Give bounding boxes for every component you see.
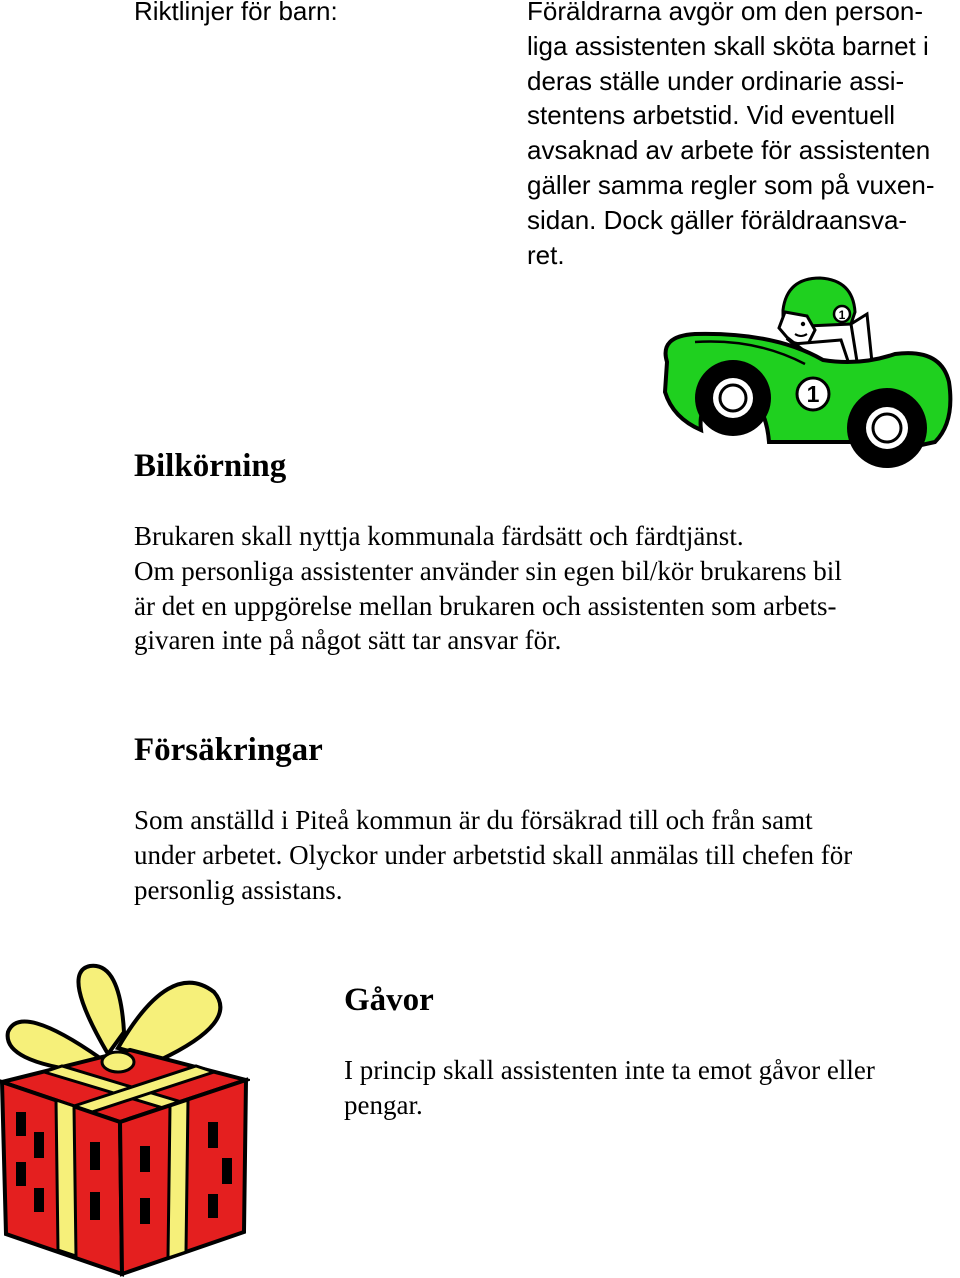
children-guidelines-text [527,0,935,272]
driving-text [134,519,842,658]
children-line-2: liga assistenten skall sköta barnet i [527,30,929,61]
driving-line-4: givaren inte på något sätt tar ansvar för. [134,625,562,656]
gifts-line-1: I princip skall assistenten inte ta emot gåvor eller [344,1055,875,1085]
driving-line-1: Brukaren skall nyttja kommunala färdsätt och färdtjänst. [134,521,744,551]
children-line-1: Föräldrarna avgör om den person- [527,0,923,26]
insurance-text [134,803,852,907]
children-guidelines-label: Riktlinjer för barn: [134,0,338,26]
gifts-text [344,1053,875,1123]
insurance-line-3: personlig assistans. [134,874,343,905]
gifts-line-2: pengar. [344,1089,423,1120]
driving-line-3: är det en uppgörelse mellan brukaren och assistenten som arbets- [134,590,837,621]
children-line-7: sidan. Dock gäller föräldraansva- [527,204,908,235]
insurance-line-1: Som anställd i Piteå kommun är du försäkrad till och från samt [134,805,813,835]
helmet-number: 1 [838,308,846,322]
race-car-illustration [655,272,955,477]
gift-box-illustration [0,962,250,1278]
section-heading-gifts: Gåvor [344,982,434,1018]
children-line-4: stentens arbetstid. Vid eventuell [527,100,896,131]
children-line-5: avsaknad av arbete för assistenten [527,135,931,166]
insurance-line-2: under arbetet. Olyckor under arbetstid skall anmälas till chefen för [134,839,853,870]
children-line-3: deras ställe under ordinarie assi- [527,65,905,96]
driving-line-2: Om personliga assistenter använder sin egen bil/kör brukarens bil [134,555,842,586]
section-heading-driving: Bilkörning [134,448,287,484]
children-line-6: gäller samma regler som på vuxen- [527,169,935,200]
car-number: 1 [806,381,820,407]
children-line-8: ret. [527,239,565,270]
section-heading-insurance: Försäkringar [134,732,323,768]
